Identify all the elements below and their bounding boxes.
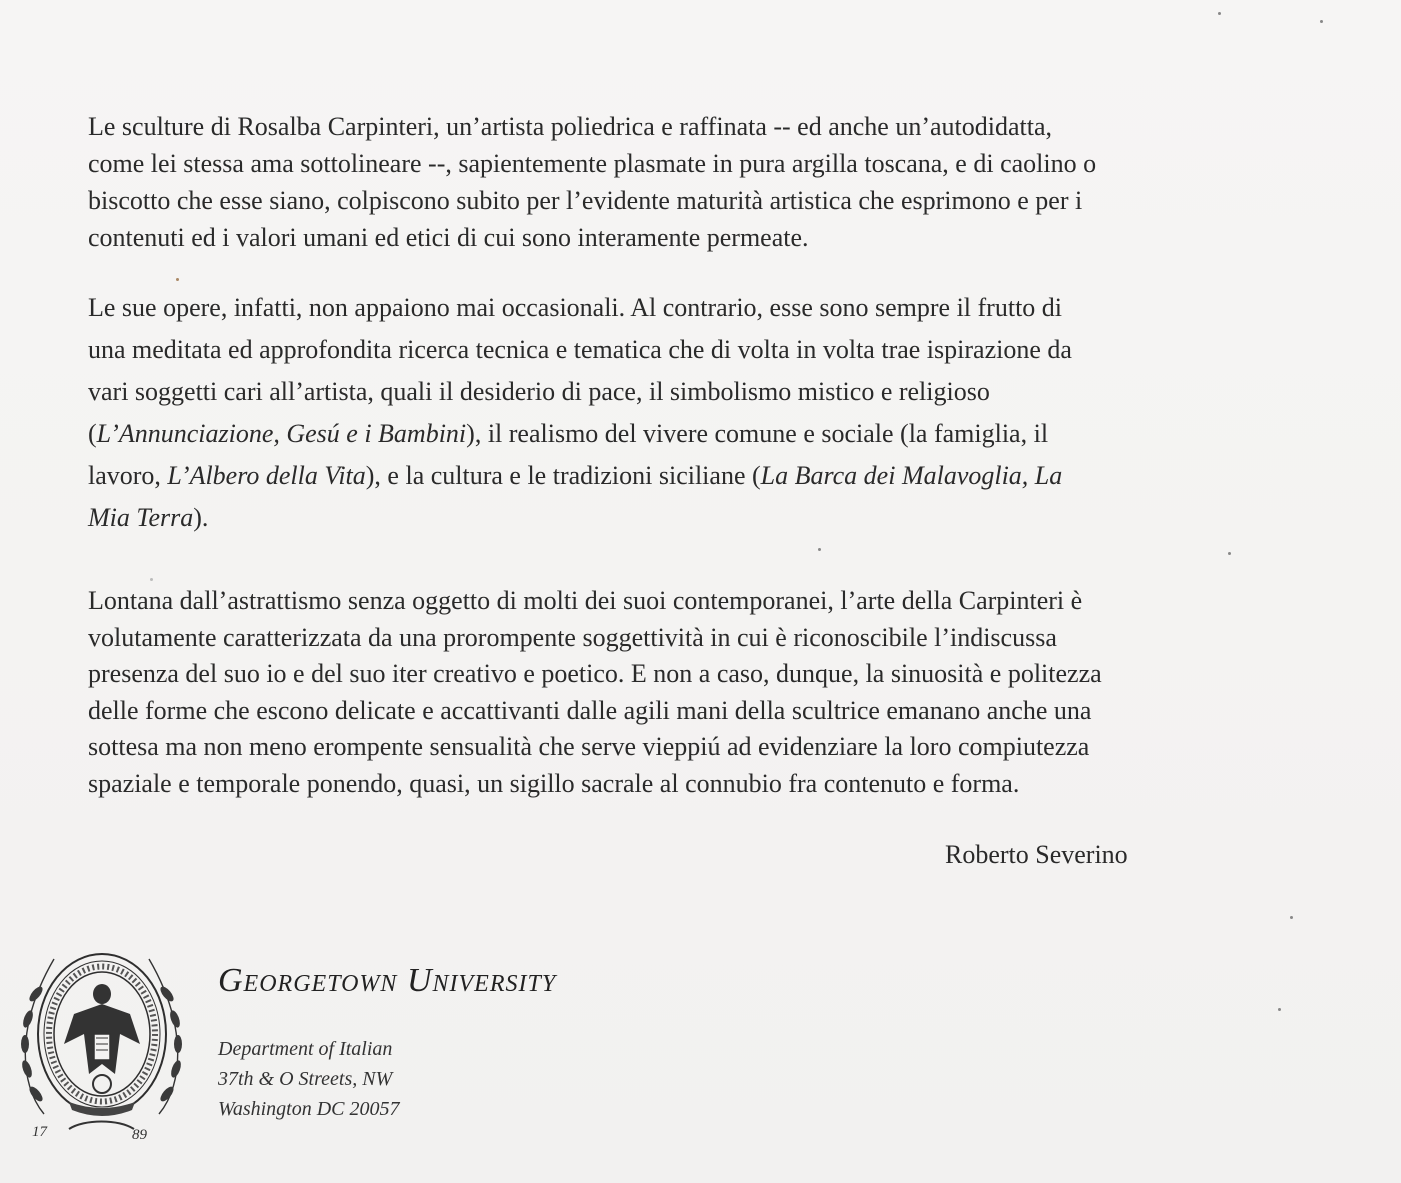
text-segment: ). bbox=[193, 503, 209, 532]
scan-speck bbox=[1228, 552, 1231, 555]
text-segment: una meditata ed approfondita ricerca tecnica e tematica che di volta in volta trae ispirazione da bbox=[88, 335, 1072, 364]
scan-speck bbox=[818, 548, 821, 551]
text-line bbox=[88, 583, 1348, 620]
text-line bbox=[88, 766, 1348, 803]
text-line bbox=[88, 729, 1348, 766]
text-segment: vari soggetti cari all’artista, quali il desiderio di pace, il simbolismo mistico e religioso bbox=[88, 377, 990, 406]
paragraph-2 bbox=[88, 287, 1348, 539]
scan-speck bbox=[1320, 20, 1323, 23]
text-segment: Le sue opere, infatti, non appaiono mai occasionali. Al contrario, esse sono sempre il frutto di bbox=[88, 293, 1063, 322]
text-line bbox=[88, 455, 1348, 497]
text-segment: ), il realismo del vivere comune e sociale (la famiglia, il bbox=[466, 419, 1049, 448]
scan-speck bbox=[150, 578, 153, 581]
text-line bbox=[88, 371, 1348, 413]
paragraph-1 bbox=[88, 108, 1348, 256]
text-line bbox=[88, 413, 1348, 455]
text-segment: sottesa ma non meno erompente sensualità che serve vieppiú ad evidenziare la loro compiutezza bbox=[88, 732, 1090, 761]
text-segment: Le sculture di Rosalba Carpinteri, un’artista poliedrica e raffinata -- ed anche un’autodidatta, bbox=[88, 112, 1053, 141]
text-line bbox=[88, 620, 1348, 657]
scan-speck bbox=[176, 278, 179, 281]
text-line bbox=[88, 656, 1348, 693]
seal-year-right: 89 bbox=[132, 1127, 147, 1143]
seal-year-left: 17 bbox=[32, 1124, 47, 1140]
university-seal-icon bbox=[14, 934, 189, 1144]
department-line: Department of Italian bbox=[218, 1038, 393, 1060]
university-name: Georgetown University bbox=[218, 962, 557, 999]
street-address: 37th & O Streets, NW bbox=[218, 1068, 393, 1090]
text-segment: ), e la cultura e le tradizioni siciliane ( bbox=[365, 461, 761, 490]
text-line bbox=[88, 287, 1348, 329]
text-segment: biscotto che esse siano, colpiscono subito per l’evidente maturità artistica che esprimono e per i bbox=[88, 186, 1083, 215]
text-segment: contenuti ed i valori umani ed etici di cui sono interamente permeate. bbox=[88, 223, 809, 252]
text-segment: volutamente caratterizzata da una prorompente soggettività in cui è riconoscibile l’indiscussa bbox=[88, 622, 1057, 652]
letterhead bbox=[14, 934, 634, 1144]
text-line bbox=[88, 108, 1348, 145]
text-line bbox=[88, 182, 1348, 219]
scan-speck bbox=[1278, 1008, 1281, 1011]
italic-title: Mia Terra bbox=[88, 503, 194, 532]
italic-title: L’Annunciazione, Gesú e i Bambini bbox=[96, 419, 467, 448]
signature-name: Roberto Severino bbox=[945, 840, 1128, 869]
city-address: Washington DC 20057 bbox=[218, 1098, 400, 1120]
text-line bbox=[88, 219, 1348, 256]
text-segment: lavoro, bbox=[88, 461, 168, 490]
text-line bbox=[88, 497, 1348, 539]
text-segment: Lontana dall’astrattismo senza oggetto di molti dei suoi contemporanei, l’arte della Carpinteri è bbox=[88, 586, 1083, 615]
paragraph-3 bbox=[88, 583, 1348, 802]
text-line bbox=[88, 693, 1348, 730]
italic-title: La Barca dei Malavoglia, La bbox=[760, 461, 1063, 490]
text-segment: delle forme che escono delicate e accattivanti dalle agili mani della scultrice emanano anche una bbox=[88, 695, 1092, 725]
text-segment: spaziale e temporale ponendo, quasi, un sigillo sacrale al connubio fra contenuto e forma. bbox=[88, 768, 1020, 798]
text-line bbox=[88, 329, 1348, 371]
text-segment: presenza del suo io e del suo iter creativo e poetico. E non a caso, dunque, la sinuosità e politezza bbox=[88, 659, 1102, 688]
scan-speck bbox=[1218, 12, 1221, 15]
text-segment: come lei stessa ama sottolineare --, sapientemente plasmate in pura argilla toscana, e di caolino o bbox=[88, 149, 1097, 178]
text-segment: ( bbox=[88, 419, 97, 448]
scan-speck bbox=[1290, 916, 1293, 919]
italic-title: L’Albero della Vita bbox=[167, 461, 366, 490]
text-line bbox=[88, 145, 1348, 182]
